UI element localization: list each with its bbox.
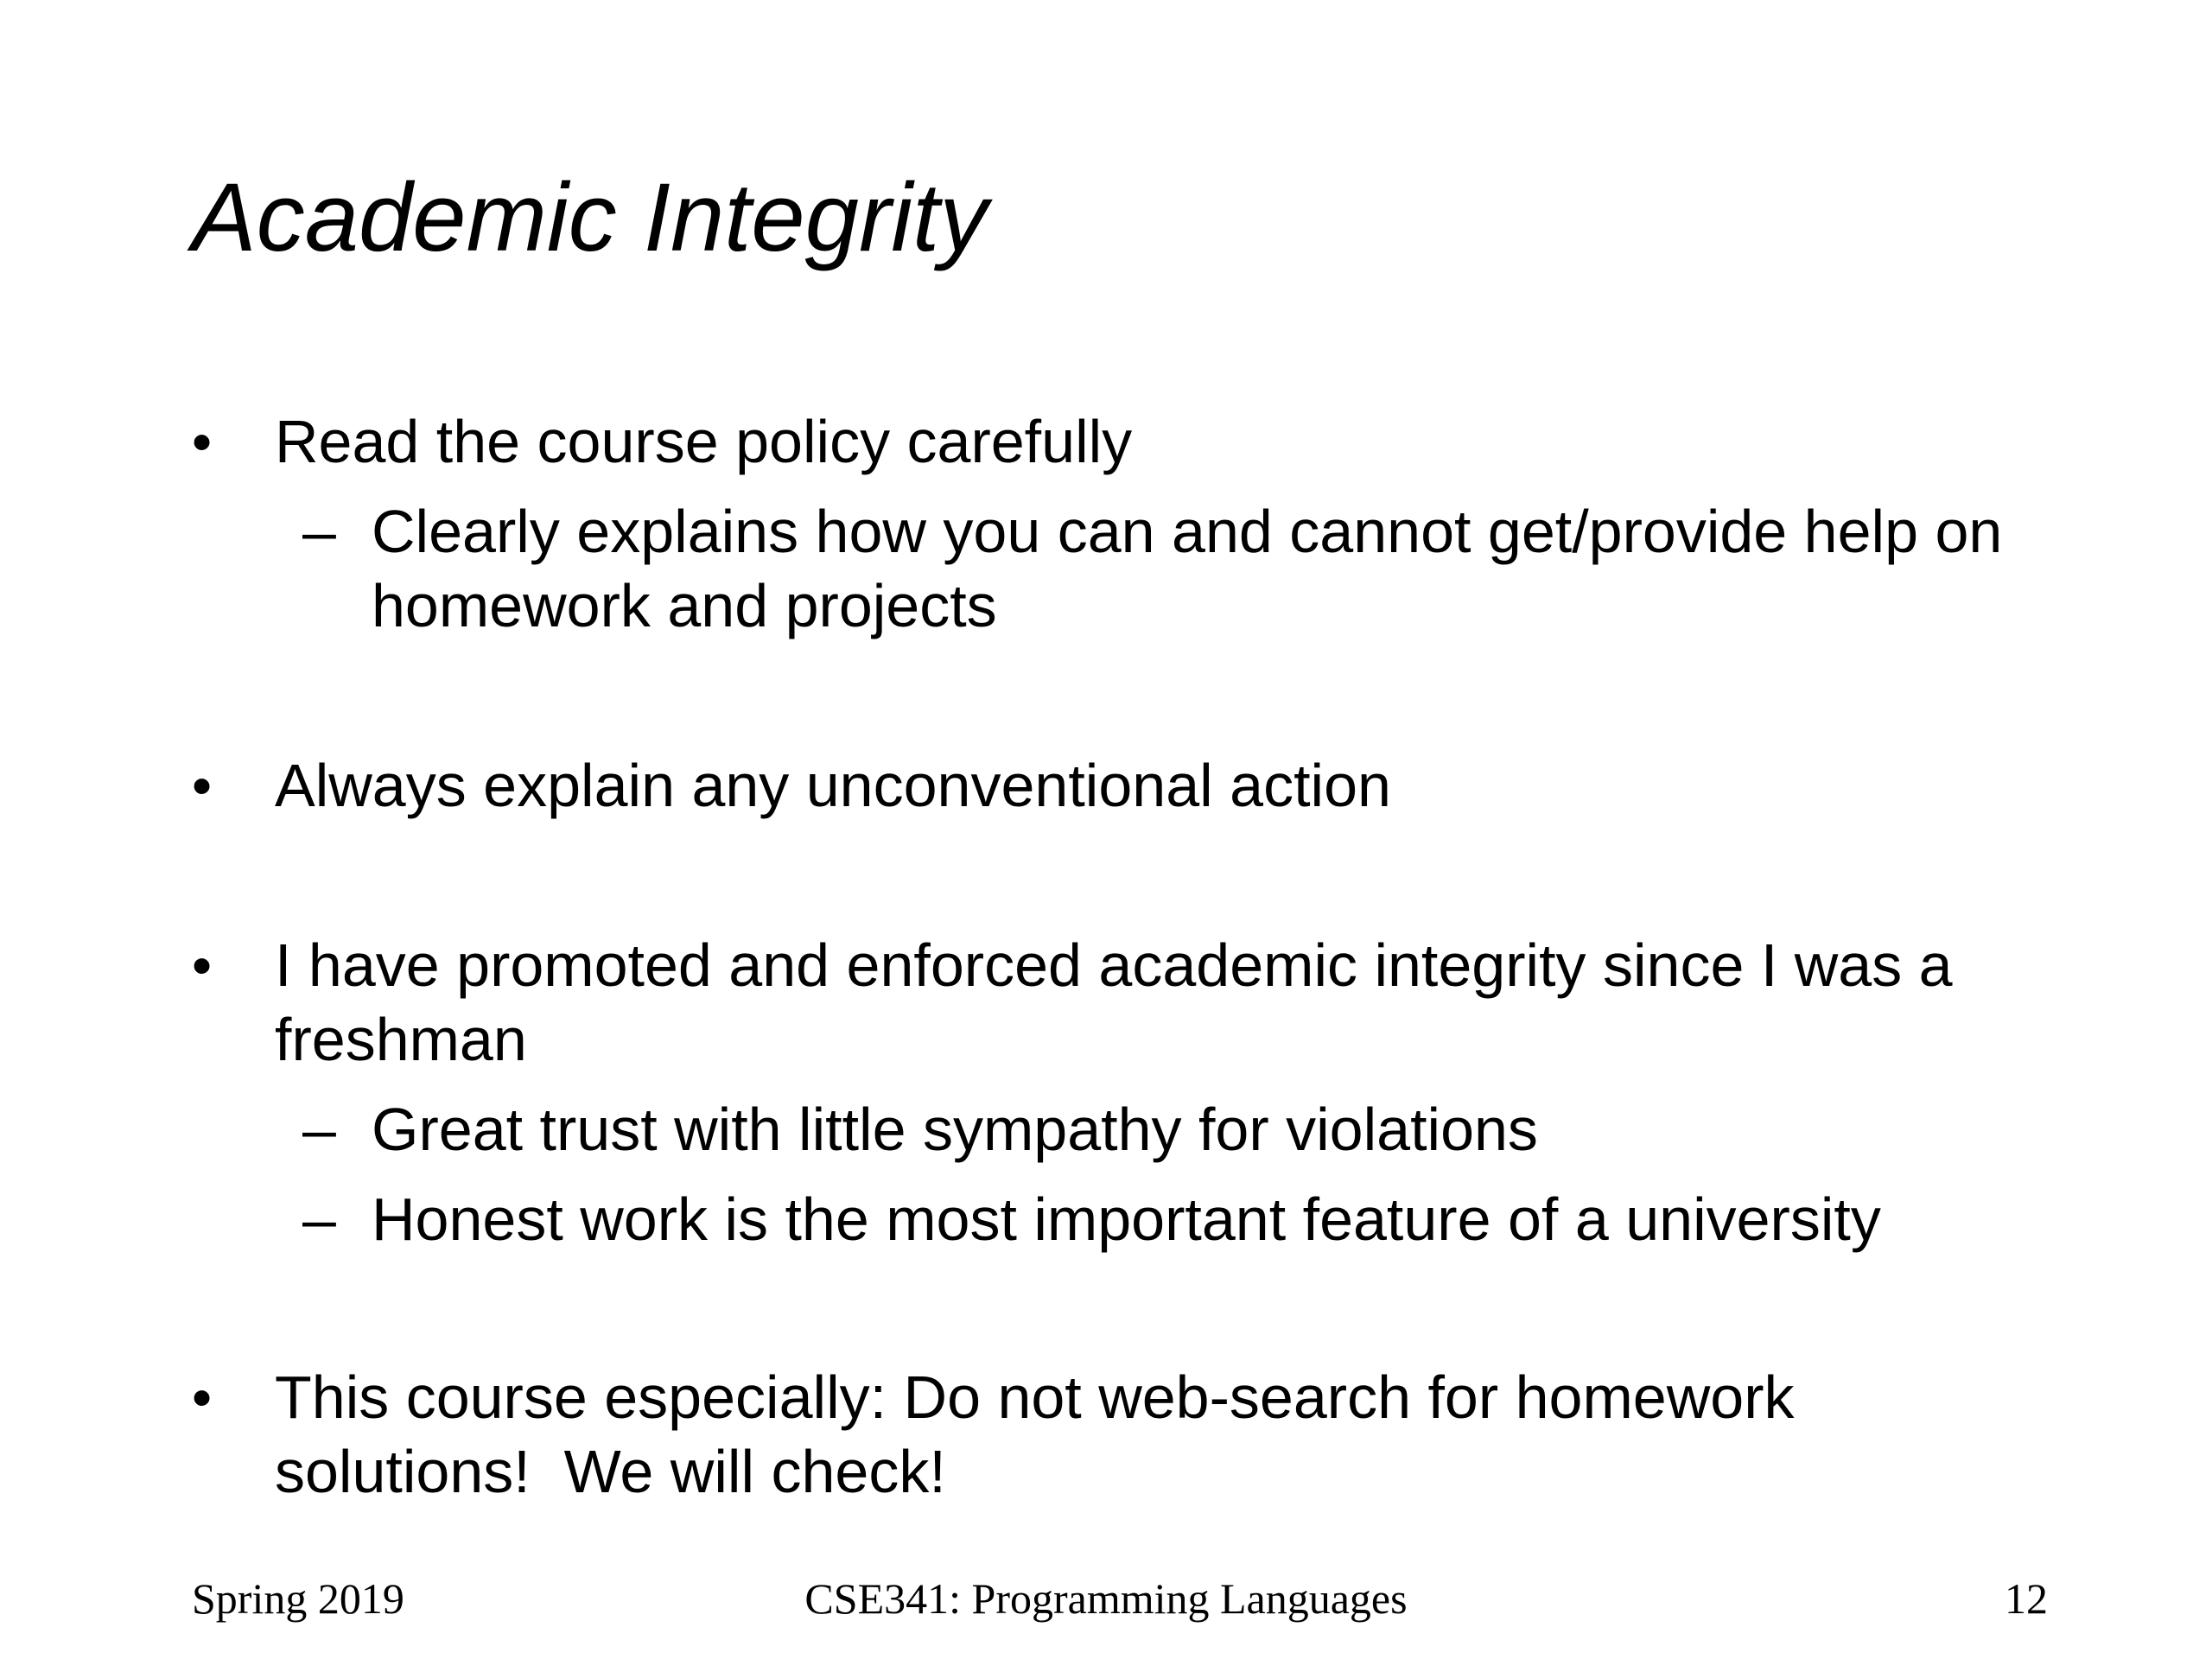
footer-date: Spring 2019 <box>192 1574 404 1623</box>
bullet-text: freshman <box>275 1006 527 1073</box>
slide-title: Academic Integrity <box>192 163 988 271</box>
footer-course: CSE341: Programming Languages <box>804 1574 1408 1623</box>
dash-icon: – <box>302 1185 336 1253</box>
subitem-text: Great trust with little sympathy for violations <box>372 1096 1538 1163</box>
dash-icon: – <box>302 498 336 565</box>
bullet-icon: • <box>192 410 213 474</box>
bullet-text: Always explain any unconventional action <box>275 752 1391 819</box>
bullet-text: Read the course policy carefully <box>275 408 1133 475</box>
subitem-text: Honest work is the most important feature of a university <box>372 1185 1881 1253</box>
bullet-icon: • <box>192 1365 213 1429</box>
dash-icon: – <box>302 1096 336 1163</box>
bullet-text: This course especially: Do not web-search for homework <box>275 1363 1795 1431</box>
bullet-text: I have promoted and enforced academic integrity since I was a <box>275 931 1953 999</box>
bullet-text: solutions! We will check! <box>275 1438 946 1505</box>
subitem-text: Clearly explains how you can and cannot get/provide help on <box>372 498 2003 565</box>
bullet-icon: • <box>192 753 213 817</box>
bullet-icon: • <box>192 933 213 997</box>
footer-page-number: 12 <box>2005 1574 2048 1623</box>
subitem-text: homework and projects <box>372 572 997 639</box>
